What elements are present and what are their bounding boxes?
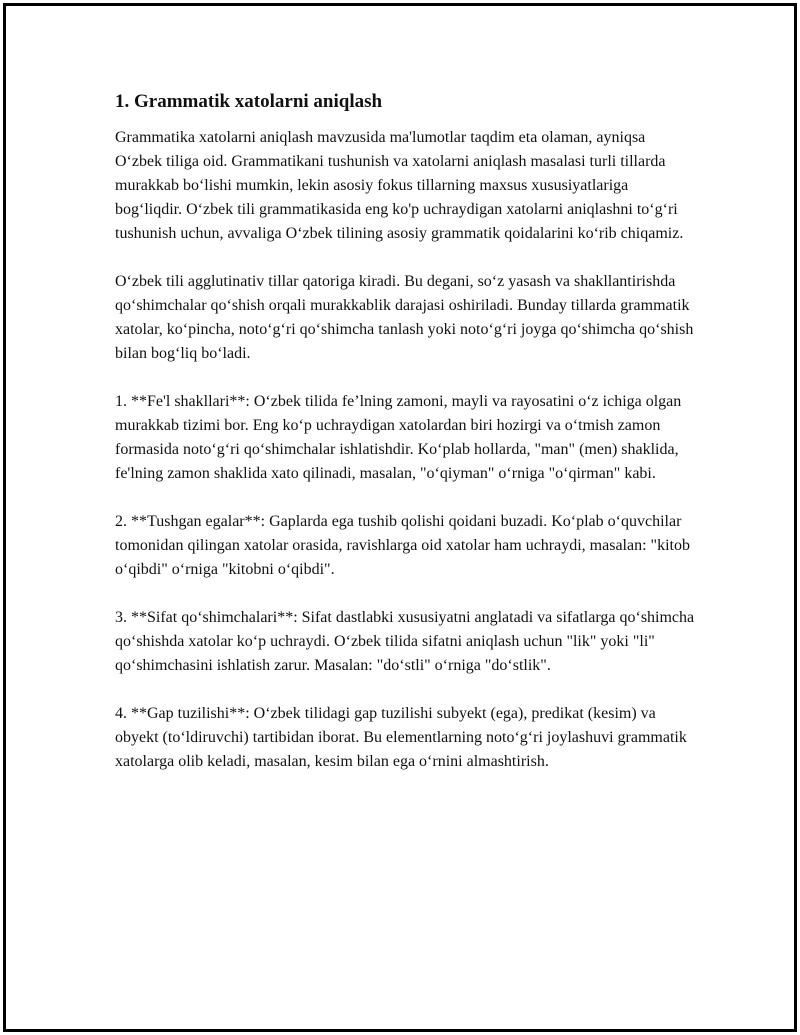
item-sentence-structure: 4. **Gap tuzilishi**: O‘zbek tilidagi gap tuzilishi subyekt (ega), predikat (kesim) va obyekt (to‘ldiruvchi) tartibidan iborat. Bu elementlarning noto‘g‘ri joylashuvi grammatik xatolarga olib keladi, masalan, kesim bilan ega o‘rnini almashtirish.: [115, 705, 687, 770]
agglutinative-paragraph: O‘zbek tili agglutinativ tillar qatoriga kiradi. Bu degani, so‘z yasash va shakllantirishda qo‘shimchalar qo‘shish orqali murakkablik darajasi oshiriladi. Bunday tillarda grammatik xatolar, ko‘pincha, noto‘g‘ri qo‘shimcha tanlash yoki noto‘g‘ri joyga qo‘shimcha qo‘shish bilan bog‘liq bo‘ladi.: [115, 273, 694, 362]
document-body: [115, 90, 695, 798]
intro-paragraph: Grammatika xatolarni aniqlash mavzusida ma'lumotlar taqdim eta olaman, ayniqsa O‘zbek tiliga oid. Grammatikani tushunish va xatolarni aniqlash masalasi turli tillarda murakkab bo‘lishi mumkin, lekin asosiy fokus tillarning maxsus xususiyatlariga bog‘liqdir. O‘zbek tili grammatikasida eng ko'p uchraydigan xatolarni aniqlashni to‘g‘ri tushunish uchun, avvaliga O‘zbek tilining asosiy grammatik qoidalarini ko‘rib chiqamiz.: [115, 129, 684, 242]
item-verb-forms: 1. **Fe'l shakllari**: O‘zbek tilida fe’lning zamoni, mayli va rayosatini o‘z ichiga olgan murakkab tizimi bor. Eng ko‘p uchraydigan xatolardan biri hozirgi va o‘tmish zamon formasida noto‘g‘ri qo‘shimchalar ishlatishdir. Ko‘plab hollarda, "man" (men) shaklida, fe'lning zamon shaklida xato qilinadi, masalan, "o‘qiyman" o‘rniga "o‘qirman" kabi.: [115, 393, 682, 482]
section-heading: 1. Grammatik xatolarni aniqlash: [115, 91, 383, 112]
item-adjective-suffixes: 3. **Sifat qo‘shimchalari**: Sifat dastlabki xususiyatni anglatadi va sifatlarga qo‘shimcha qo‘shishda xatolar ko‘p uchraydi. O‘zbek tilida sifatni aniqlash uchun "lik" yoki "li" qo‘shimchasini ishlatish zarur. Masalan: "do‘stli" o‘rniga "do‘stlik".: [115, 609, 695, 674]
item-dropped-subjects: 2. **Tushgan egalar**: Gaplarda ega tushib qolishi qoidani buzadi. Ko‘plab o‘quvchilar tomonidan qilingan xatolar orasida, ravishlarga oid xatolar ham uchraydi, masalan: "kitob o‘qibdi" o‘rniga "kitobni o‘qibdi".: [115, 513, 690, 578]
